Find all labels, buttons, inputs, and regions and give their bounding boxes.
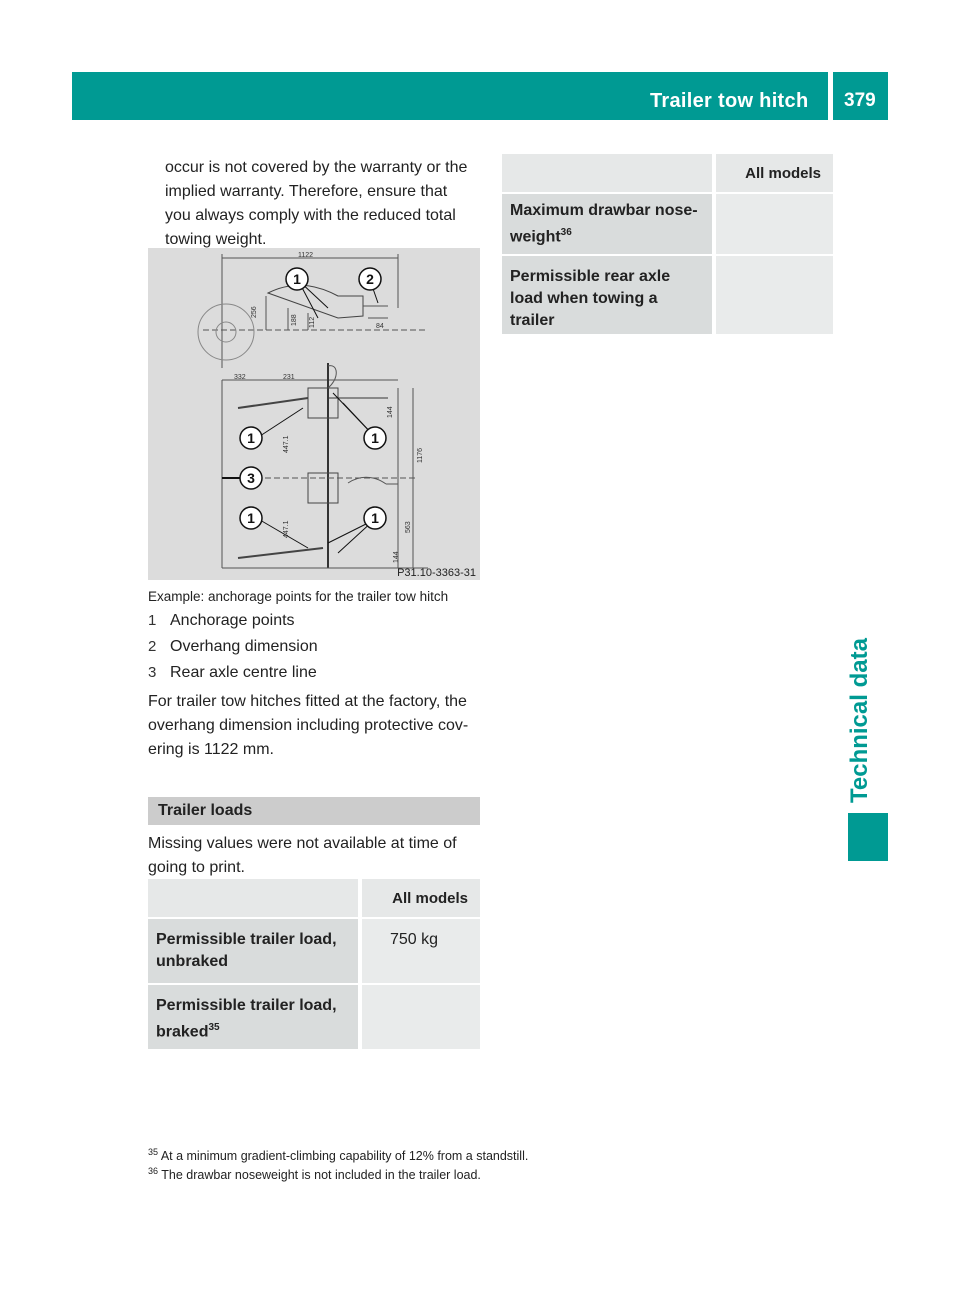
- table-row-label: [148, 919, 358, 983]
- label-line: weight$^{36}$: [510, 227, 572, 246]
- dim-144-bottom: 144: [393, 551, 400, 563]
- footnote: [148, 1166, 481, 1182]
- legend-number: 1: [148, 612, 157, 629]
- dim-1122: 1122: [298, 252, 314, 259]
- table-row: [502, 194, 833, 254]
- footnote-text: At a minimum gradient-climbing capability of 12% from a standstill.: [160, 1149, 529, 1164]
- footnote: [148, 1147, 528, 1163]
- page-title: Trailer tow hitch: [650, 90, 809, 112]
- dim-84: 84: [376, 323, 384, 330]
- dim-112: 112: [309, 316, 316, 328]
- callout-1: 1: [371, 430, 379, 446]
- table-row-value: [362, 985, 480, 1049]
- intro-line: towing weight.: [165, 231, 267, 248]
- note-line: going to print.: [148, 859, 245, 876]
- section-heading: [148, 797, 480, 825]
- dim-231: 231: [283, 374, 295, 381]
- legend-text: Overhang dimension: [170, 638, 318, 655]
- dim-256: 256: [251, 306, 258, 318]
- table-row: [148, 985, 480, 1049]
- side-tab: [836, 638, 884, 803]
- side-tab-label: Technical data: [846, 638, 873, 803]
- table-column-header: All models: [716, 154, 833, 192]
- footnote-ref: 36: [560, 227, 572, 238]
- label-line: Permissible rear axle: [510, 268, 671, 285]
- factory-line: For trailer tow hitches fitted at the factory, the: [148, 693, 467, 710]
- label-line: braked$^{35}$: [156, 1022, 220, 1041]
- side-tab-marker: [848, 813, 888, 861]
- dim-447-top: 447.1: [283, 435, 290, 453]
- legend-item: [148, 612, 295, 630]
- factory-line: ering is 1122 mm.: [148, 741, 274, 758]
- factory-line: overhang dimension including protective cov-: [148, 717, 469, 734]
- table-column-header: All models: [362, 879, 480, 917]
- table-row-value: [716, 194, 833, 254]
- footnote-number: 35: [148, 1147, 159, 1157]
- legend-number: 2: [148, 638, 157, 655]
- table-row-label: [148, 985, 358, 1049]
- dim-1176: 1176: [417, 447, 424, 463]
- figure-caption: Example: anchorage points for the trailer tow hitch: [148, 589, 449, 604]
- legend-item: [148, 638, 318, 656]
- label-line: unbraked: [156, 953, 229, 970]
- legend-item: [148, 664, 317, 682]
- callout-1: 1: [247, 510, 255, 526]
- dim-447-bottom: 447.1: [283, 520, 290, 538]
- footnote-ref: 35: [208, 1022, 220, 1033]
- page-number: 379: [844, 90, 876, 111]
- table-row-label: [502, 256, 712, 334]
- callout-3: 3: [247, 470, 255, 486]
- label-line: load when towing a trailer: [510, 290, 658, 329]
- trailer-loads-note: [148, 832, 484, 880]
- anchorage-points-figure: [148, 248, 480, 580]
- label-line: Maximum drawbar nose-: [510, 202, 698, 219]
- callout-2: 2: [366, 271, 374, 287]
- factory-paragraph: [148, 690, 484, 762]
- note-line: Missing values were not available at time of: [148, 835, 457, 852]
- section-heading-text: Trailer loads: [158, 802, 253, 819]
- table-header-blank: [148, 879, 358, 917]
- table-row-label: [502, 194, 712, 254]
- dim-563: 563: [405, 521, 412, 533]
- legend-text: Rear axle centre line: [170, 664, 317, 681]
- trailer-loads-table: [148, 879, 480, 1049]
- dim-332: 332: [234, 374, 246, 381]
- table-row-value: 750 kg: [362, 919, 480, 983]
- intro-paragraph: [165, 156, 485, 252]
- table-row: [502, 256, 833, 334]
- legend-number: 3: [148, 664, 157, 681]
- table-row-value: [716, 256, 833, 334]
- table-row: [148, 919, 480, 983]
- label-line: Permissible trailer load,: [156, 997, 337, 1014]
- dim-144-top: 144: [387, 406, 394, 418]
- dim-188: 188: [291, 314, 298, 326]
- intro-line: occur is not covered by the warranty or the: [165, 159, 468, 176]
- tow-hitch-diagram: [148, 248, 480, 580]
- intro-line: you always comply with the reduced total: [165, 207, 456, 224]
- callout-1: 1: [371, 510, 379, 526]
- drawbar-table: [502, 154, 833, 334]
- footnote-text: The drawbar noseweight is not included in the trailer load.: [161, 1168, 481, 1183]
- legend-text: Anchorage points: [170, 612, 295, 629]
- table-header-blank: [502, 154, 712, 192]
- footnote-number: 36: [148, 1166, 159, 1176]
- intro-line: implied warranty. Therefore, ensure that: [165, 183, 448, 200]
- label-line: Permissible trailer load,: [156, 931, 337, 948]
- callout-1: 1: [293, 271, 301, 287]
- figure-code: P31.10-3363-31: [397, 567, 476, 579]
- callout-1: 1: [247, 430, 255, 446]
